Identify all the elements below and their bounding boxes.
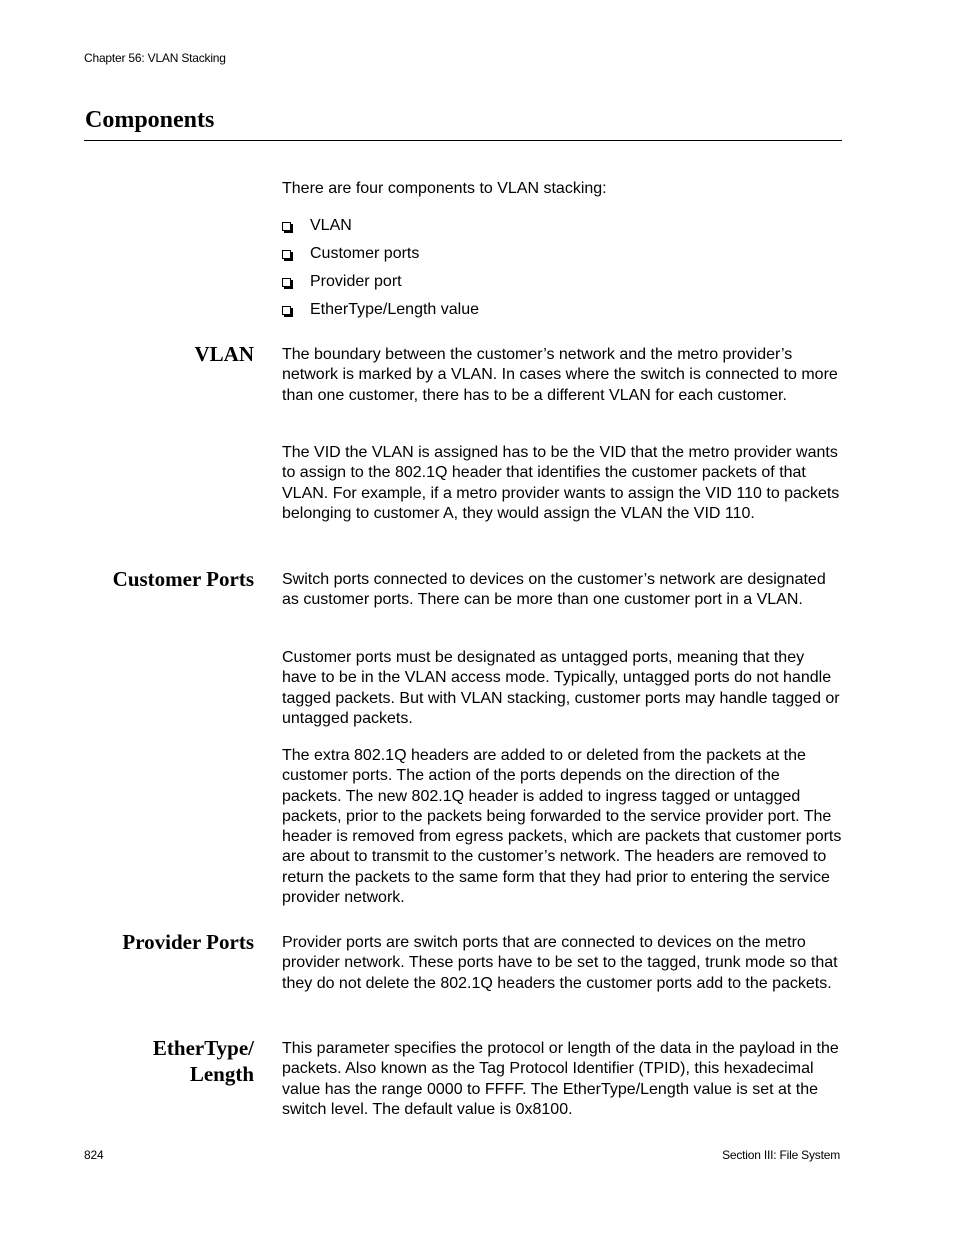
vlan-paragraph-2: The VID the VLAN is assigned has to be the VID that the metro provider wants to assign to the 802.1Q header that identifies the customer packets of that VLAN. For example, if a metro provider wants to assign the VID 110 to packets belonging to customer A, they would assign the VLAN the VID 110. [282, 444, 840, 522]
customer-ports-heading: Customer Ports [112, 567, 254, 591]
provider-ports-paragraph: Provider ports are switch ports that are connected to devices on the metro provider network. These ports have to be set to the tagged, trunk mode so that they do not delete the 802.1Q headers the customer ports add to the packets. [282, 934, 838, 992]
ethertype-heading-line-2: Length [189, 1062, 254, 1086]
list-item [282, 272, 479, 300]
ethertype-paragraph: This parameter specifies the protocol or length of the data in the payload in the packets. Also known as the Tag Protocol Identifier (TPID), this hexadecimal value has the range 0000 to FFFF. The EtherType/Length value is set at the switch level. The default value is 0x8100. [282, 1040, 839, 1118]
ethertype-heading-line-1: EtherType/ [152, 1036, 254, 1060]
ethertype-length-heading [54, 1035, 254, 1087]
intro-paragraph: There are four components to VLAN stacking: [282, 180, 607, 197]
page-number: 824 [84, 1148, 104, 1162]
component-list [282, 216, 479, 328]
vlan-heading: VLAN [194, 342, 254, 366]
list-item [282, 300, 479, 328]
title-divider [84, 140, 842, 141]
checkbox-bullet-icon [282, 250, 291, 259]
list-item-label: Customer ports [310, 245, 420, 262]
running-header: Chapter 56: VLAN Stacking [84, 51, 226, 65]
list-item-label: Provider port [310, 273, 402, 290]
list-item [282, 244, 479, 272]
page-title: Components [85, 107, 215, 133]
customer-ports-paragraph-1: Switch ports connected to devices on the customer’s network are designated as customer ports. There can be more than one customer port in a VLAN. [282, 571, 826, 609]
checkbox-bullet-icon [282, 306, 291, 315]
customer-ports-paragraph-2: Customer ports must be designated as untagged ports, meaning that they have to be in the VLAN access mode. Typically, untagged ports do not handle tagged packets. But with VLAN stacking, customer ports may handle tagged or untagged packets. [282, 649, 840, 727]
checkbox-bullet-icon [282, 222, 291, 231]
list-item-label: EtherType/Length value [310, 301, 480, 318]
list-item [282, 216, 479, 244]
running-footer-section: Section III: File System [722, 1148, 840, 1162]
list-item-label: VLAN [310, 217, 352, 234]
customer-ports-paragraph-3: The extra 802.1Q headers are added to or deleted from the packets at the customer ports. The action of the ports depends on the direction of the packets. The new 802.1Q header is added to ingress tagged or untagged packets, prior to the packets being forwarded to the service provider port. The header is removed from egress packets, which are packets that customer ports are about to transmit to the customer’s network. The headers are removed to return the packets to the same form that they had prior to entering the service provider network. [282, 747, 842, 907]
vlan-paragraph-1: The boundary between the customer’s network and the metro provider’s network is marked by a VLAN. In cases where the switch is connected to more than one customer, there has to be a different VLAN for each customer. [282, 346, 838, 404]
provider-ports-heading: Provider Ports [122, 930, 254, 954]
checkbox-bullet-icon [282, 278, 291, 287]
